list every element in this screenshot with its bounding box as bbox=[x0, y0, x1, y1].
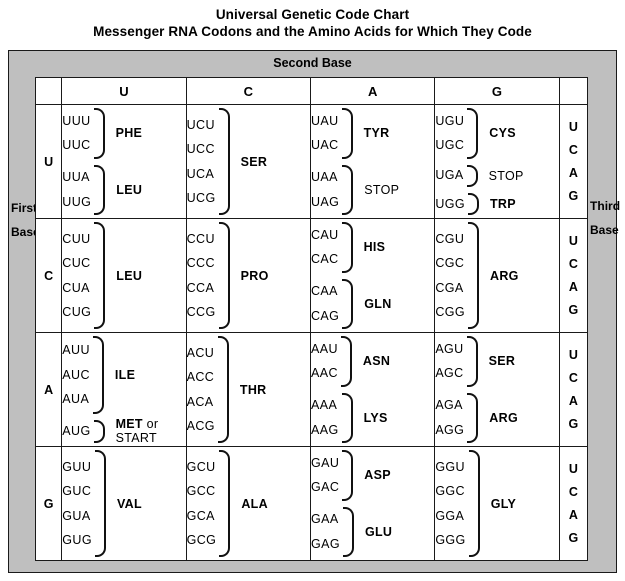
codon-group bbox=[62, 162, 185, 219]
chart-title-block bbox=[0, 0, 625, 40]
codon: AUA bbox=[62, 392, 90, 407]
amino-acid-label: ILE bbox=[114, 367, 136, 382]
codon: AGA bbox=[435, 398, 463, 413]
codon-list bbox=[311, 109, 339, 158]
codon: GUC bbox=[62, 484, 92, 498]
codon: UGC bbox=[435, 138, 465, 153]
amino-acid-label: LEU bbox=[116, 182, 143, 197]
codon-group bbox=[435, 333, 558, 390]
brace-icon bbox=[467, 108, 480, 159]
brace-icon bbox=[467, 336, 480, 387]
third-base-letter: C bbox=[568, 484, 578, 499]
codon-list bbox=[187, 227, 216, 325]
third-base-letter: U bbox=[568, 119, 578, 134]
codon-cell-uc bbox=[186, 105, 310, 219]
codon: UCU bbox=[186, 117, 215, 132]
amino-acid-label: ARG bbox=[490, 268, 519, 283]
third-base-letter: A bbox=[568, 507, 578, 522]
codon-group bbox=[311, 447, 434, 504]
third-base-letter: G bbox=[568, 530, 579, 545]
table-row bbox=[36, 105, 588, 219]
codon-list bbox=[435, 227, 465, 325]
table-row bbox=[36, 219, 588, 333]
third-base-letter: A bbox=[568, 165, 578, 180]
third-base-letter: G bbox=[568, 302, 579, 317]
codon-list bbox=[435, 455, 465, 553]
codon-group bbox=[62, 417, 185, 446]
codon-cell-ac bbox=[186, 333, 310, 447]
codon-list bbox=[62, 165, 91, 214]
codon: CAC bbox=[310, 252, 339, 267]
codon-cell-aa bbox=[310, 333, 434, 447]
brace-icon bbox=[342, 450, 355, 501]
codon-list bbox=[62, 419, 90, 444]
brace-icon bbox=[94, 222, 107, 329]
start-codon-text: START bbox=[115, 431, 157, 446]
amino-acid-label: STOP bbox=[364, 182, 400, 197]
codon: AAU bbox=[310, 341, 338, 356]
codon-list bbox=[311, 223, 339, 272]
brace-icon bbox=[342, 393, 355, 444]
amino-acid-label: THR bbox=[239, 382, 267, 397]
codon: CUA bbox=[62, 280, 90, 295]
codon: UAU bbox=[310, 113, 339, 128]
third-base-letter: G bbox=[568, 416, 579, 431]
brace-icon bbox=[467, 393, 480, 444]
codon-cell-au bbox=[62, 333, 186, 447]
codon: AAA bbox=[310, 398, 338, 413]
first-base-cell-c: C bbox=[36, 219, 62, 333]
codon-list bbox=[435, 163, 463, 188]
codon: GAG bbox=[310, 536, 340, 551]
codon: UUG bbox=[62, 194, 92, 209]
brace-icon bbox=[341, 336, 354, 387]
codon-list bbox=[187, 113, 216, 211]
corner-cell-top-left bbox=[36, 78, 62, 105]
amino-acid-label: TRP bbox=[490, 196, 516, 211]
codon: UGU bbox=[435, 113, 465, 128]
codon-list bbox=[435, 192, 465, 217]
amino-acid-label: MET or START bbox=[115, 417, 159, 446]
brace-icon bbox=[467, 165, 480, 187]
codon: CGG bbox=[435, 305, 465, 319]
codon-group bbox=[187, 219, 310, 332]
codon-group bbox=[311, 162, 434, 219]
third-base-letter: C bbox=[568, 256, 578, 271]
page-title: Universal Genetic Code Chart bbox=[215, 7, 410, 22]
column-header-g: G bbox=[435, 78, 559, 105]
codon: UCC bbox=[186, 142, 215, 156]
brace-icon bbox=[342, 279, 355, 330]
codon-list bbox=[62, 227, 91, 325]
codon: AGU bbox=[435, 341, 464, 356]
codon-cell-ca bbox=[310, 219, 434, 333]
amino-acid-label: PRO bbox=[240, 268, 269, 283]
codon-list bbox=[311, 451, 339, 500]
codon: UCA bbox=[186, 166, 215, 181]
amino-acid-label: SER bbox=[488, 354, 516, 369]
codon: UAA bbox=[310, 170, 338, 185]
codon: GGU bbox=[435, 459, 465, 474]
codon-list bbox=[62, 455, 92, 553]
amino-acid-label: GLU bbox=[364, 524, 393, 539]
codon-list bbox=[187, 341, 215, 439]
amino-acid-label: STOP bbox=[488, 168, 524, 183]
brace-icon bbox=[343, 507, 356, 558]
codon-group bbox=[435, 447, 558, 560]
codon-cell-gg bbox=[435, 447, 559, 561]
codon-cell-ag bbox=[435, 333, 559, 447]
corner-cell-top-right bbox=[559, 78, 587, 105]
amino-acid-label: SER bbox=[240, 154, 268, 169]
brace-icon bbox=[219, 450, 232, 557]
codon-group bbox=[187, 333, 310, 446]
brace-icon bbox=[219, 108, 232, 215]
codon: GGA bbox=[435, 508, 465, 523]
codon: GGC bbox=[435, 484, 465, 498]
third-base-cell bbox=[559, 219, 587, 333]
third-base-letter: C bbox=[568, 370, 578, 385]
column-header-a: A bbox=[310, 78, 434, 105]
codon-cell-cc bbox=[186, 219, 310, 333]
brace-icon bbox=[468, 222, 481, 329]
brace-icon bbox=[219, 222, 232, 329]
codon: GUU bbox=[62, 459, 92, 474]
codon-group bbox=[62, 447, 185, 560]
amino-acid-label: LEU bbox=[116, 268, 143, 283]
codon-group bbox=[62, 219, 185, 332]
amino-acid-label: GLY bbox=[490, 496, 517, 511]
codon-list bbox=[311, 337, 338, 386]
codon: GCU bbox=[186, 459, 216, 474]
brace-icon bbox=[94, 165, 107, 216]
third-base-cell bbox=[559, 447, 587, 561]
codon-cell-cu bbox=[62, 219, 186, 333]
codon-list bbox=[62, 109, 90, 158]
codon-cell-cg bbox=[435, 219, 559, 333]
codon-cell-uu bbox=[62, 105, 186, 219]
first-base-label: Firs Bas bbox=[11, 201, 34, 239]
first-base-cell-u: U bbox=[36, 105, 62, 219]
codon-list bbox=[311, 279, 339, 328]
third-base-letter: U bbox=[568, 461, 578, 476]
codon: AGC bbox=[435, 366, 464, 381]
codon-list bbox=[435, 109, 464, 158]
codon: CCG bbox=[186, 305, 216, 319]
codon: UGA bbox=[435, 168, 464, 183]
first-base-cell-a: A bbox=[36, 333, 62, 447]
codon: UAG bbox=[310, 194, 340, 209]
third-base-letter: A bbox=[568, 279, 578, 294]
brace-icon bbox=[95, 450, 108, 557]
amino-acid-label: VAL bbox=[116, 496, 142, 511]
amino-acid-label: LYS bbox=[363, 410, 388, 425]
brace-icon bbox=[342, 108, 355, 159]
brace-icon bbox=[93, 336, 106, 414]
codon: ACC bbox=[186, 370, 215, 384]
amino-acid-label: ASN bbox=[362, 354, 391, 369]
codon: CGC bbox=[435, 256, 465, 270]
amino-acid-label: ALA bbox=[241, 496, 268, 511]
brace-icon bbox=[342, 222, 355, 273]
amino-acid-label: HIS bbox=[363, 240, 386, 255]
amino-acid-label: PHE bbox=[115, 126, 143, 141]
codon: AAG bbox=[310, 422, 339, 437]
third-base-cell bbox=[559, 333, 587, 447]
brace-icon bbox=[94, 108, 107, 159]
codon: AUC bbox=[62, 367, 90, 382]
table-row bbox=[36, 447, 588, 561]
codon: GUA bbox=[62, 508, 91, 523]
amino-acid-label: ASP bbox=[364, 468, 391, 483]
codon: AUU bbox=[62, 343, 90, 358]
column-header-u: U bbox=[62, 78, 186, 105]
codon-list bbox=[311, 393, 339, 442]
amino-acid-label: ARG bbox=[489, 410, 518, 425]
brace-icon bbox=[469, 450, 482, 557]
codon: CAA bbox=[310, 284, 338, 299]
codon-cell-ua bbox=[310, 105, 434, 219]
codon: GCC bbox=[186, 484, 216, 498]
codon-list bbox=[435, 393, 464, 442]
codon-group bbox=[311, 390, 434, 447]
table-row bbox=[36, 333, 588, 447]
codon: UAC bbox=[310, 138, 339, 153]
third-base-letter: C bbox=[568, 142, 578, 157]
brace-icon bbox=[468, 193, 481, 215]
codon: CCA bbox=[186, 280, 215, 295]
codon: GAU bbox=[310, 455, 340, 470]
brace-icon bbox=[94, 420, 107, 443]
codon: GAA bbox=[310, 512, 339, 527]
codon-cell-gu bbox=[62, 447, 186, 561]
codon: UCG bbox=[186, 191, 216, 205]
codon: UUU bbox=[62, 113, 91, 128]
second-base-label: Second Base bbox=[273, 56, 352, 70]
codon: CUG bbox=[62, 305, 92, 319]
third-base-letter: A bbox=[568, 393, 578, 408]
codon: AGG bbox=[435, 422, 465, 437]
amino-acid-label: TYR bbox=[363, 126, 390, 141]
third-base-cell bbox=[559, 105, 587, 219]
codon: CUU bbox=[62, 231, 91, 246]
codon-table bbox=[35, 77, 588, 561]
third-base-letter: G bbox=[568, 188, 579, 203]
brace-icon bbox=[342, 165, 355, 216]
third-base-label: Third Base bbox=[590, 199, 621, 237]
met-or-text: or bbox=[146, 417, 159, 432]
codon: CUC bbox=[62, 256, 91, 270]
codon-cell-ga bbox=[310, 447, 434, 561]
codon: CAU bbox=[310, 227, 339, 242]
codon: GGG bbox=[435, 533, 466, 547]
table-header-row bbox=[36, 78, 588, 105]
codon: GCG bbox=[186, 533, 217, 547]
brace-icon bbox=[218, 336, 231, 443]
genetic-code-chart bbox=[8, 50, 621, 573]
codon-group bbox=[311, 504, 434, 561]
codon-group bbox=[311, 219, 434, 276]
codon-group bbox=[187, 447, 310, 560]
amino-acid-label: GLN bbox=[364, 296, 392, 311]
codon-group bbox=[311, 333, 434, 390]
codon: UUA bbox=[62, 170, 90, 185]
codon: ACU bbox=[186, 345, 215, 360]
codon: CCC bbox=[186, 256, 215, 270]
codon-group bbox=[311, 276, 434, 333]
codon: GCA bbox=[186, 508, 215, 523]
third-base-letter: U bbox=[568, 347, 578, 362]
codon: AUG bbox=[62, 424, 91, 439]
first-base-cell-g: G bbox=[36, 447, 62, 561]
codon-cell-ug bbox=[435, 105, 559, 219]
codon-list bbox=[187, 455, 217, 553]
codon-group bbox=[187, 105, 310, 218]
codon: GAC bbox=[310, 480, 340, 495]
codon-cell-gc bbox=[186, 447, 310, 561]
codon-group bbox=[62, 105, 185, 162]
codon: CGU bbox=[435, 231, 465, 246]
codon: ACA bbox=[186, 394, 214, 409]
codon-group bbox=[435, 219, 558, 332]
codon-group bbox=[435, 105, 558, 162]
column-header-c: C bbox=[186, 78, 310, 105]
codon: CAG bbox=[310, 308, 340, 323]
third-base-letter: U bbox=[568, 233, 578, 248]
codon-list bbox=[311, 507, 340, 556]
codon: CCU bbox=[186, 231, 215, 246]
codon-group bbox=[435, 162, 558, 190]
codon-group bbox=[435, 190, 558, 218]
codon-group bbox=[435, 390, 558, 447]
codon: CGA bbox=[435, 280, 464, 295]
amino-acid-label: CYS bbox=[489, 126, 516, 141]
codon: ACG bbox=[186, 419, 215, 433]
codon: UUC bbox=[62, 138, 91, 153]
codon-group bbox=[311, 105, 434, 162]
page-subtitle: Messenger RNA Codons and the Amino Acids for Which They Code bbox=[93, 24, 532, 39]
codon-list bbox=[435, 337, 463, 386]
codon: UGG bbox=[435, 196, 465, 211]
codon-list bbox=[311, 165, 339, 214]
codon: GUG bbox=[62, 533, 92, 547]
codon: AAC bbox=[310, 366, 338, 381]
codon-group bbox=[62, 333, 185, 417]
codon-list bbox=[62, 338, 90, 412]
